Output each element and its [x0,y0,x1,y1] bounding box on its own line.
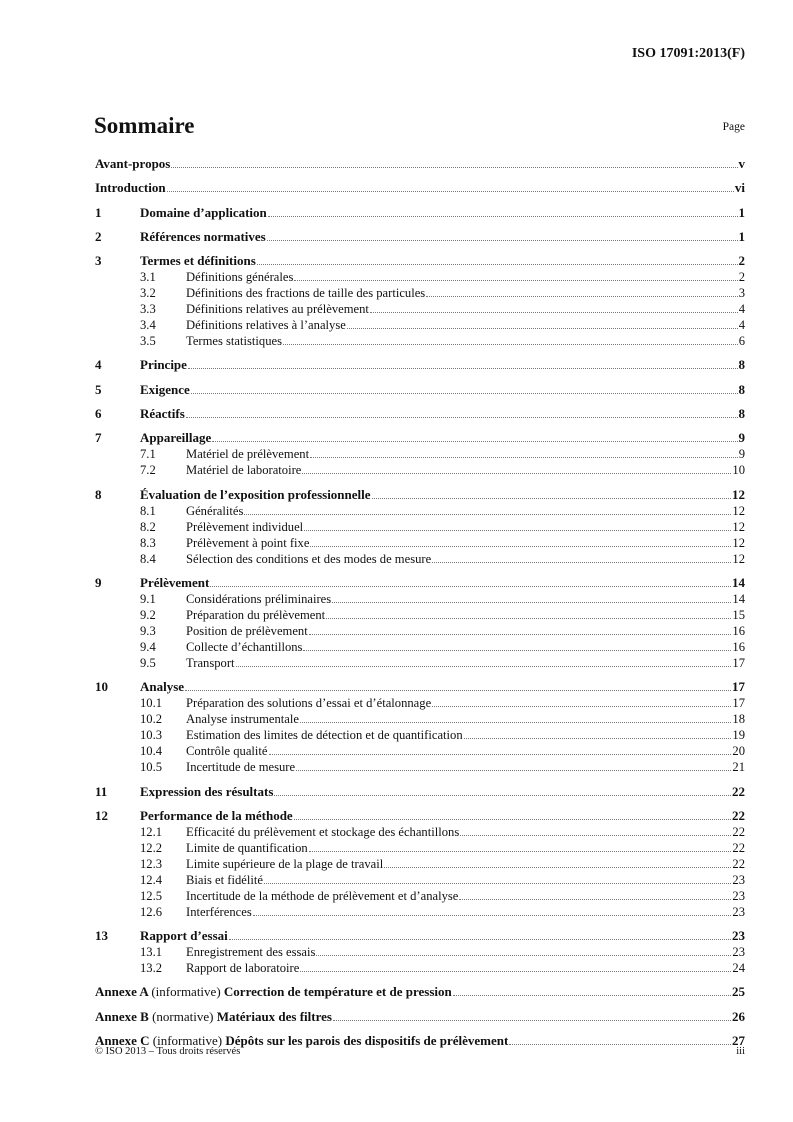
dot-leader [188,368,738,369]
dot-leader [310,546,731,547]
toc-entry-page: 12 [732,551,745,566]
toc-entry-number: 10.4 [140,744,163,759]
toc-entry-number: 12.2 [140,840,163,855]
toc-entry[interactable] [95,727,745,743]
toc-entry-title: Incertitude de la méthode de prélèvement et d’analyse [186,888,459,903]
dot-leader [453,995,731,996]
toc-entry-number: 8.1 [140,503,156,518]
toc-entry-page: 23 [732,872,745,887]
toc-entry[interactable] [95,1009,745,1025]
toc-entry-number: 13 [95,928,108,944]
toc-entry-number: 10.1 [140,696,163,711]
toc-entry[interactable] [95,607,745,623]
toc-entry-title: Prélèvement individuel [186,519,304,534]
toc-entry-page: 21 [732,760,745,775]
dot-leader [309,634,732,635]
toc-entry[interactable] [95,462,745,478]
toc-entry-title: Avant-propos [95,156,171,171]
toc-entry-page: 8 [738,381,745,397]
toc-entry[interactable] [95,743,745,759]
dot-leader [294,819,731,820]
toc-entry-page: 12 [732,519,745,534]
toc-entry-title [95,1009,332,1025]
annex-label: Annexe A [95,984,149,1000]
toc-entry[interactable] [95,575,745,591]
toc-entry[interactable] [95,759,745,775]
toc-entry[interactable] [95,503,745,519]
toc-entry-page: 10 [732,463,745,478]
toc-entry-page: 8 [738,406,745,422]
toc-entry-title: Définitions relatives au prélèvement [186,302,369,317]
toc-entry-title: Limite de quantification [186,840,308,855]
dot-leader [210,586,731,587]
toc-entry-number: 8.4 [140,551,156,566]
toc-entry-page: 22 [732,856,745,871]
toc-entry-number: 12.1 [140,824,163,839]
toc-entry[interactable] [95,984,745,1000]
toc-entry-title: Introduction [95,180,166,196]
toc-entry-title: Préparation du prélèvement [186,607,326,622]
toc-entry-number: 3.3 [140,302,156,317]
toc-entry-title: Rapport d’essai [140,928,228,944]
dot-leader [294,280,737,281]
toc-entry-page: 23 [732,888,745,903]
toc-entry[interactable] [95,623,745,639]
toc-entry[interactable] [95,487,745,503]
toc-entry-number: 10 [95,679,108,695]
toc-entry[interactable] [95,430,745,446]
document-id: ISO 17091:2013(F) [631,46,745,61]
dot-leader [264,883,731,884]
toc-entry-number: 7 [95,430,102,446]
copyright-footer: © ISO 2013 – Tous droits réservés [95,1046,241,1057]
toc-entry-number: 9.4 [140,639,156,654]
toc-entry-page: 1 [738,204,745,220]
toc-entry-page: 18 [732,712,745,727]
annex-title: Matériaux des filtres [216,1008,332,1024]
toc-entry-number: 3.5 [140,334,156,349]
toc-entry-title: Efficacité du prélèvement et stockage des échantillons [186,824,460,839]
toc-entry-title: Estimation des limites de détection et de quantification [186,728,463,743]
toc-entry-page: 25 [732,984,745,1000]
toc-entry-page: 27 [732,1033,745,1049]
dot-leader [310,457,738,458]
toc-entry-title: Performance de la méthode [140,807,293,823]
dot-leader [267,240,738,241]
toc-entry-title: Analyse instrumentale [186,712,299,727]
page-title: Sommaire [94,113,195,138]
toc-entry-title: Définitions des fractions de taille des particules [186,286,426,301]
toc-entry-page: 17 [732,679,745,695]
toc-entry-number: 11 [95,783,108,799]
toc-entry-page: 23 [732,945,745,960]
toc-entry-page: 24 [732,961,745,976]
toc-entry-title: Considérations préliminaires [186,591,332,606]
toc-entry[interactable] [95,317,745,333]
toc-entry-number: 7.2 [140,463,156,478]
toc-entry-title: Incertitude de mesure [186,760,296,775]
dot-leader [300,971,731,972]
toc-entry-number: 10.2 [140,712,163,727]
dot-leader [253,915,732,916]
toc-entry-page: 16 [732,623,745,638]
toc-entry[interactable] [95,655,745,671]
toc-entry-number: 9 [95,574,102,590]
toc-entry-number: 12.4 [140,872,163,887]
annex-title: Dépôts sur les parois des dispositifs de prélèvement [225,1033,509,1049]
dot-leader [167,191,734,192]
table-of-contents [95,156,745,1049]
toc-entry-page: 22 [732,783,745,799]
toc-entry[interactable] [95,679,745,695]
dot-leader [426,296,737,297]
page-number: iii [736,1046,745,1057]
toc-entry-page: 3 [738,286,745,301]
toc-entry-title: Matériel de laboratoire [186,463,302,478]
toc-entry[interactable] [95,639,745,655]
dot-leader [212,441,737,442]
toc-entry[interactable] [95,551,745,567]
toc-entry-title: Matériel de prélèvement [186,447,310,462]
dot-leader [509,1044,731,1045]
toc-entry[interactable] [95,269,745,285]
dot-leader [268,216,738,217]
toc-entry-page: 1 [738,228,745,244]
toc-entry-title: Termes et définitions [140,253,256,269]
toc-entry-title: Contrôle qualité [186,744,268,759]
toc-entry-page: 26 [732,1008,745,1024]
toc-entry-title: Références normatives [140,228,266,244]
dot-leader [185,690,731,691]
dot-leader [464,738,732,739]
toc-entry[interactable] [95,888,745,904]
toc-entry-page: 17 [732,696,745,711]
toc-entry-page: 9 [738,430,745,446]
toc-entry-page: vi [734,180,745,196]
toc-entry-title: Prélèvement à point fixe [186,535,310,550]
dot-leader [459,899,731,900]
toc-entry-number: 3 [95,253,102,269]
toc-entry-page: 14 [732,574,745,590]
toc-entry-page: 17 [732,655,745,670]
toc-entry[interactable] [95,840,745,856]
dot-leader [244,514,731,515]
dot-leader [269,754,732,755]
toc-entry-page: 23 [732,904,745,919]
toc-entry-number: 3.2 [140,286,156,301]
annex-kind: (informative) [151,984,221,1000]
toc-entry-page: 20 [732,744,745,759]
toc-entry-title: Termes statistiques [186,334,283,349]
toc-entry[interactable] [95,535,745,551]
annex-label: Annexe B [95,1008,149,1024]
toc-entry[interactable] [95,960,745,976]
toc-entry-number: 3.1 [140,270,156,285]
dot-leader [300,722,731,723]
toc-entry-title: Enregistrement des essais [186,945,316,960]
toc-entry-page: 16 [732,639,745,654]
toc-entry[interactable] [95,784,745,800]
toc-entry-number: 8.3 [140,535,156,550]
dot-leader [432,706,731,707]
toc-entry-page: 4 [738,318,745,333]
annex-label: Annexe C [95,1033,150,1049]
toc-entry-page: 15 [732,607,745,622]
dot-leader [191,393,738,394]
toc-entry-number: 12.5 [140,888,163,903]
toc-entry-title: Définitions générales [186,270,294,285]
dot-leader [460,835,731,836]
toc-entry-title: Définitions relatives à l’analyse [186,318,346,333]
dot-leader [347,328,738,329]
toc-entry-page: 22 [732,840,745,855]
toc-entry[interactable] [95,591,745,607]
toc-entry[interactable] [95,808,745,824]
toc-entry-title: Position de prélèvement [186,623,308,638]
dot-leader [384,867,731,868]
toc-entry-number: 12.3 [140,856,163,871]
toc-entry-title: Sélection des conditions et des modes de mesure [186,551,432,566]
toc-entry-number: 5 [95,381,102,397]
toc-entry[interactable] [95,944,745,960]
dot-leader [333,1020,731,1021]
toc-entry-title: Appareillage [140,430,212,446]
toc-entry-title [95,984,452,1000]
toc-entry[interactable] [95,253,745,269]
toc-entry[interactable] [95,301,745,317]
toc-entry-title: Réactifs [140,406,185,422]
toc-entry-page: 23 [732,928,745,944]
toc-entry-title: Domaine d’application [140,204,267,220]
toc-entry[interactable] [95,229,745,245]
toc-entry-number: 12 [95,807,108,823]
toc-entry-title: Biais et fidélité [186,872,263,887]
toc-entry-number: 8.2 [140,519,156,534]
toc-entry[interactable] [95,406,745,422]
toc-entry-number: 2 [95,228,102,244]
toc-entry-title: Généralités [186,503,244,518]
dot-leader [257,264,738,265]
toc-entry[interactable] [95,711,745,727]
toc-entry-page: 6 [738,334,745,349]
toc-entry-page: 9 [738,447,745,462]
toc-entry-number: 3.4 [140,318,156,333]
dot-leader [302,473,731,474]
toc-entry-page: 2 [738,270,745,285]
dot-leader [186,417,738,418]
dot-leader [370,312,738,313]
toc-entry-page: v [738,156,745,171]
dot-leader [274,795,731,796]
toc-entry-page: 2 [738,253,745,269]
toc-entry[interactable] [95,904,745,920]
annex-title: Correction de température et de pression [223,984,452,1000]
toc-entry[interactable] [95,824,745,840]
dot-leader [283,344,738,345]
toc-entry-page: 12 [732,535,745,550]
toc-entry-number: 8 [95,486,102,502]
toc-entry[interactable] [95,519,745,535]
toc-entry-number: 1 [95,204,102,220]
toc-entry-number: 9.5 [140,655,156,670]
toc-entry-title: Analyse [140,679,185,695]
annex-kind: (informative) [152,1033,223,1049]
toc-entry-title: Prélèvement [140,574,210,590]
dot-leader [304,530,731,531]
toc-entry-number: 12.6 [140,904,163,919]
toc-entry-title: Préparation des solutions d’essai et d’étalonnage [186,696,432,711]
toc-entry-page: 22 [732,824,745,839]
toc-entry-number: 9.3 [140,623,156,638]
toc-entry[interactable] [95,695,745,711]
toc-entry-number: 10.3 [140,728,163,743]
toc-entry[interactable] [95,285,745,301]
toc-entry-number: 7.1 [140,447,156,462]
toc-entry-page: 12 [732,486,745,502]
dot-leader [236,666,732,667]
toc-entry-number: 13.1 [140,945,163,960]
toc-entry-title: Évaluation de l’exposition professionnelle [140,486,371,502]
toc-entry-title: Expression des résultats [140,783,274,799]
toc-entry[interactable] [95,872,745,888]
dot-leader [316,955,731,956]
toc-entry-page: 19 [732,728,745,743]
toc-entry-title: Transport [186,655,235,670]
toc-entry[interactable] [95,205,745,221]
toc-entry[interactable] [95,928,745,944]
toc-entry-page: 8 [738,357,745,373]
dot-leader [432,562,731,563]
dot-leader [309,851,732,852]
dot-leader [332,602,731,603]
toc-entry-title: Principe [140,357,187,373]
toc-entry[interactable] [95,856,745,872]
toc-entry-page: 22 [732,807,745,823]
toc-entry-page: 4 [738,302,745,317]
toc-entry-title: Rapport de laboratoire [186,961,300,976]
toc-entry-title: Exigence [140,381,190,397]
dot-leader [303,650,731,651]
toc-entry-number: 13.2 [140,961,163,976]
toc-entry[interactable] [95,382,745,398]
toc-entry-number: 9.2 [140,607,156,622]
dot-leader [229,939,731,940]
toc-entry-number: 6 [95,406,102,422]
dot-leader [372,498,731,499]
toc-entry-number: 10.5 [140,760,163,775]
toc-entry[interactable] [95,446,745,462]
toc-entry-number: 9.1 [140,591,156,606]
toc-entry-number: 4 [95,357,102,373]
toc-entry-page: 14 [732,591,745,606]
toc-entry[interactable] [95,156,745,172]
annex-kind: (normative) [152,1008,214,1024]
toc-entry-title: Collecte d’échantillons [186,639,303,654]
toc-entry-page: 12 [732,503,745,518]
dot-leader [171,167,737,168]
page-column-label: Page [722,121,745,133]
toc-entry[interactable] [95,333,745,349]
toc-entry-title: Interférences [186,904,252,919]
dot-leader [326,618,731,619]
dot-leader [296,770,731,771]
toc-entry-title: Limite supérieure de la plage de travail [186,856,384,871]
toc-entry[interactable] [95,180,745,196]
toc-entry[interactable] [95,357,745,373]
